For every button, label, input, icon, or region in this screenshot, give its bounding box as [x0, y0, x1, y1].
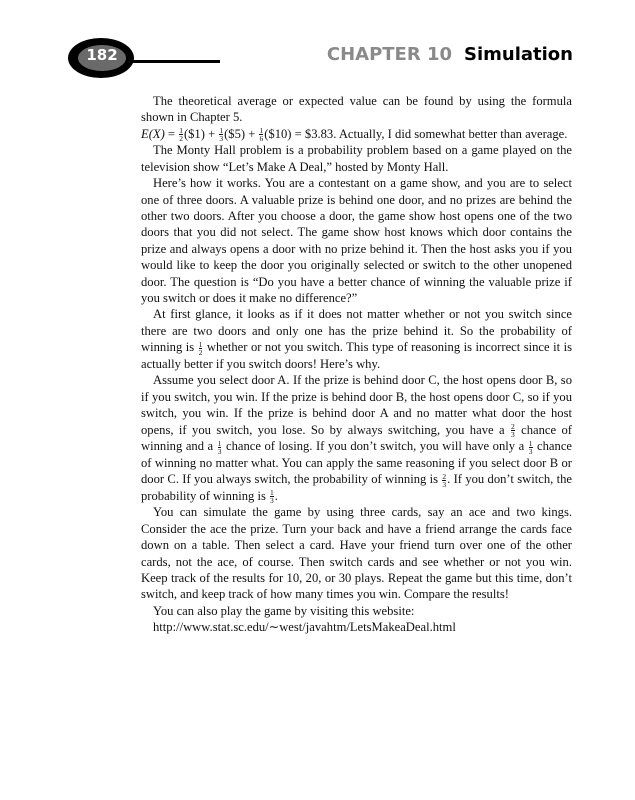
chapter-title	[327, 44, 573, 65]
formula-text: ($10) = $3.83. Actually, I did somewhat better than average.	[264, 126, 568, 141]
formula-lhs: E(X)	[141, 126, 165, 141]
fraction: $\frac{1}{2}$	[198, 339, 203, 357]
body-text	[141, 93, 572, 636]
fraction: $\frac{2}{3}$	[510, 422, 515, 440]
paragraph: The Monty Hall problem is a probability problem based on a game played on the television show “Let’s Make A Deal,” hosted by Monty Hall.	[141, 143, 572, 174]
paragraph-formula	[141, 126, 572, 143]
formula-text: ($5) +	[224, 126, 259, 141]
formula-text: ($1) +	[183, 126, 219, 141]
paragraph: The theoretical average or expected value can be found by using the formula shown in Chapter 5.	[141, 94, 572, 125]
fraction: $\frac{1}{3}$	[270, 488, 274, 506]
paragraph: Assume you select door A. If the prize is behind door C, the host opens door B, so if you switch, you win. If the prize is behind door B, the host opens door C, so if you switch, you win. If the prize is behind door A and no matter what door the host opens, if you switch, you lose. So by always switching, you have a $\frac{2}{3}$ chance of winning and a $\frac{1}{3}$ chance of losing. If you don’t switch, you will have only a $\frac{1}{3}$ chance of winning no matter what. You can apply the same reasoning if you select door B or door C. If you always switch, the probability of winning is $\frac{2}{3}$ . If you don’t switch, the probability of winning is $\frac{1}{3}$ .	[141, 373, 572, 506]
paragraph: You can simulate the game by using three cards, say an ace and two kings. Consider the ace the prize. Turn your back and have a friend arrange the cards face down on a table. Then select a card. Have your friend turn over one of the other cards, not the ace, of course. Then switch cards and see whether or not you win. Keep track of the results for 10, 20, or 30 plays. Repeat the game but this time, don’t switch, and keep track of how many times you win. Compare the results!	[141, 505, 572, 602]
paragraph: You can also play the game by visiting this website:	[153, 603, 415, 618]
formula-equals: =	[164, 126, 179, 141]
fraction: $\frac{1}{3}$	[217, 438, 222, 456]
chapter-label: CHAPTER 10	[326, 44, 453, 65]
fraction: $\frac{1}{3}$	[528, 438, 533, 456]
header-rule	[128, 60, 220, 63]
page-number: 182	[86, 46, 118, 64]
chapter-name: Simulation	[464, 44, 573, 65]
fraction: $\frac{1}{2}$	[179, 126, 183, 144]
website-url: http://www.stat.sc.edu/∼west/javahtm/LetsMakeaDeal.html	[153, 620, 456, 635]
fraction: $\frac{1}{3}$	[219, 126, 224, 144]
paragraph: Here’s how it works. You are a contestant on a game show, and you are to select one of three doors. A valuable prize is behind one door, and no prizes are behind the other two doors. After you choose a door, the game show host opens one of the two doors that you did not select. The game show host knows which door contains the prize and always opens a door with no prize behind it. Then the host asks you if you would like to keep the door you originally selected or switch to the other unopened door. The question is “Do you have a better chance of winning the valuable prize if you switch or does it make no difference?”	[141, 176, 572, 306]
fraction: $\frac{2}{3}$	[442, 471, 447, 489]
paragraph: At first glance, it looks as if it does not matter whether or not you switch since there are two doors and only one has the prize behind it. So the probability of winning is $\frac{1}{2}$ whether or not you switch. This type of reasoning is incorrect since it is actually better if you switch doors! Here’s why.	[141, 307, 572, 371]
page-header	[0, 0, 635, 100]
fraction: $\frac{1}{6}$	[259, 126, 264, 144]
